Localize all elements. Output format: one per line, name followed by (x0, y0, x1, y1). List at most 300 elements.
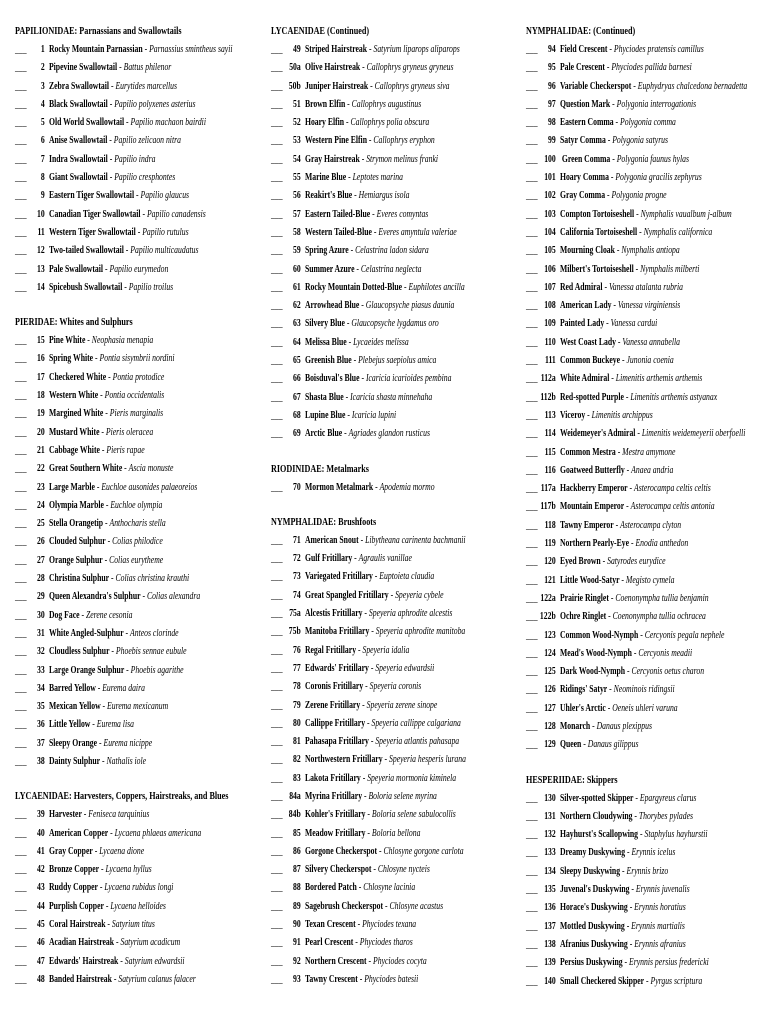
species-number: 27 (37, 553, 45, 566)
check-blank: ___ (15, 700, 27, 713)
species-entry (526, 388, 718, 406)
check-blank: ___ (526, 646, 538, 659)
name-separator: - (624, 463, 632, 476)
scientific-name: Anaea andria (631, 463, 674, 476)
name-separator: - (370, 207, 377, 220)
scientific-name: Papilio multicaudatus (130, 244, 199, 257)
scientific-name: Nymphalis californica (643, 225, 713, 238)
scientific-name: Boloria selene myrina (368, 789, 437, 802)
family-section (526, 771, 766, 990)
species-entry (526, 314, 694, 332)
check-blank: ___ (15, 535, 27, 548)
check-blank: ___ (271, 808, 283, 821)
species-number: 132 (544, 828, 556, 841)
name-separator: - (602, 280, 609, 293)
name-separator: - (585, 408, 592, 421)
species-number: 82 (293, 753, 301, 766)
check-blank: ___ (526, 244, 538, 257)
common-name: Zebra Swallowtail (48, 79, 110, 92)
scientific-name: Speyeria edwardsii (375, 661, 435, 674)
scientific-name: Anthocharis stella (109, 517, 166, 530)
common-name: Tawny Crescent (304, 972, 358, 985)
section-header: RIODINIDAE: Metalmarks (271, 462, 369, 475)
common-name: American Snout (304, 533, 359, 546)
check-blank: ___ (15, 152, 27, 165)
scientific-name: Asterocampa celtis celtis (634, 482, 711, 495)
species-number: 122b (539, 610, 556, 623)
species-number: 69 (293, 427, 301, 440)
species-entry (271, 915, 445, 933)
species-number: 17 (37, 370, 45, 383)
species-entry (271, 131, 445, 149)
species-entry (271, 604, 453, 622)
common-name: California Tortoiseshell (559, 225, 638, 238)
species-number: 15 (37, 334, 45, 347)
name-separator: - (605, 134, 613, 147)
common-name: Marine Blue (304, 171, 347, 184)
check-blank: ___ (526, 299, 538, 312)
name-separator: - (368, 79, 375, 92)
species-entry (271, 424, 445, 442)
common-name: Brown Elfin (304, 97, 346, 110)
check-blank: ___ (15, 389, 27, 402)
name-separator: - (360, 698, 367, 711)
scientific-name: Pontia protodice (112, 370, 165, 383)
species-number: 50a (289, 61, 301, 74)
check-blank: ___ (526, 317, 538, 330)
species-number: 30 (37, 608, 45, 621)
species-entry (526, 644, 694, 662)
scientific-name: Nymphalis milberti (640, 262, 700, 275)
species-entry (526, 95, 697, 113)
name-separator: - (622, 956, 630, 969)
species-number: 127 (544, 701, 556, 714)
check-blank: ___ (15, 681, 27, 694)
common-name: Variable Checkerspot (559, 79, 632, 92)
species-entry (271, 824, 445, 842)
species-number: 116 (544, 463, 556, 476)
check-blank: ___ (271, 625, 283, 638)
check-blank: ___ (15, 116, 27, 129)
species-entry (526, 807, 694, 825)
common-name: Gulf Fritillary (304, 552, 353, 565)
name-separator: - (590, 719, 597, 732)
check-blank: ___ (526, 61, 538, 74)
check-blank: ___ (526, 97, 538, 110)
common-name: Stella Orangetip (48, 517, 104, 530)
species-entry (271, 241, 445, 259)
scientific-name: Erynnis afranius (634, 937, 686, 950)
species-entry (15, 606, 189, 624)
scientific-name: Callophrys gryneus siva (374, 79, 450, 92)
species-entry (271, 369, 452, 387)
species-entry (15, 278, 189, 296)
check-blank: ___ (271, 716, 283, 729)
common-name: Hayhurst's Scallopwing (559, 828, 639, 841)
species-entry (526, 589, 709, 607)
name-separator: - (609, 372, 616, 385)
check-blank: ___ (271, 244, 283, 257)
common-name: Acadian Hairstreak (48, 936, 115, 949)
scientific-name: Pieris marginalis (109, 407, 164, 420)
species-number: 134 (544, 864, 556, 877)
species-number: 84b (288, 808, 301, 821)
species-entry (271, 842, 464, 860)
check-blank: ___ (15, 517, 27, 530)
name-separator: - (631, 646, 639, 659)
species-entry (15, 933, 189, 951)
common-name: Clouded Sulphur (48, 535, 106, 548)
common-name: Olympia Marble (48, 498, 104, 511)
species-entry (271, 860, 445, 878)
name-separator: - (369, 625, 376, 638)
name-separator: - (111, 972, 119, 985)
name-separator: - (581, 738, 588, 751)
name-separator: - (624, 500, 631, 513)
species-entry (15, 679, 189, 697)
check-blank: ___ (15, 553, 27, 566)
name-separator: - (107, 97, 115, 110)
common-name: Cabbage White (48, 443, 100, 456)
scientific-name: Asterocampa clyton (620, 518, 682, 531)
species-number: 33 (37, 663, 45, 676)
check-blank: ___ (15, 936, 27, 949)
common-name: Red-spotted Purple (559, 390, 624, 403)
name-separator: - (607, 43, 614, 55)
scientific-name: Papilio glaucus (140, 189, 190, 202)
check-blank: ___ (526, 262, 538, 275)
species-number: 124 (544, 646, 556, 659)
species-entry (526, 168, 702, 186)
name-separator: - (634, 207, 641, 220)
scientific-name: Anteos clorinde (130, 626, 179, 639)
common-name: Question Mark (559, 97, 611, 110)
name-separator: - (627, 901, 635, 914)
check-blank: ___ (271, 680, 283, 693)
scientific-name: Nathalis iole (106, 754, 147, 767)
species-entry (271, 150, 445, 168)
common-name: Black Swallowtail (48, 97, 108, 110)
common-name: Ridings' Satyr (559, 683, 608, 696)
name-separator: - (103, 517, 110, 530)
species-number: 93 (293, 972, 301, 985)
section-header: NYMPHALIDAE: Brushfoots (271, 515, 377, 528)
species-number: 48 (37, 972, 45, 985)
check-blank: ___ (15, 863, 27, 876)
scientific-name: Libytheana carinenta bachmanii (365, 533, 466, 546)
species-number: 61 (293, 280, 301, 293)
name-separator: - (620, 864, 627, 877)
scientific-name: Coenonympha tullia ochracea (612, 610, 706, 623)
species-number: 70 (293, 480, 301, 493)
species-entry (271, 77, 450, 95)
check-blank: ___ (271, 844, 283, 857)
check-blank: ___ (15, 918, 27, 931)
check-blank: ___ (526, 555, 538, 568)
species-number: 136 (544, 901, 556, 914)
name-separator: - (81, 808, 89, 821)
check-blank: ___ (526, 701, 538, 714)
check-blank: ___ (15, 171, 27, 184)
name-separator: - (613, 116, 621, 129)
name-separator: - (619, 573, 626, 586)
common-name: Canadian Tiger Swallowtail (48, 207, 141, 220)
check-blank: ___ (526, 79, 538, 92)
name-separator: - (93, 352, 100, 365)
name-separator: - (344, 116, 351, 129)
scientific-name: Phoebis agarithe (130, 663, 184, 676)
name-separator: - (357, 972, 365, 985)
species-number: 76 (293, 643, 301, 656)
check-blank: ___ (15, 954, 27, 967)
species-entry (526, 571, 694, 589)
species-number: 43 (37, 881, 45, 894)
check-blank: ___ (526, 427, 538, 440)
species-entry (15, 569, 189, 587)
check-blank: ___ (271, 207, 283, 220)
species-entry (526, 662, 705, 680)
common-name: Melissa Blue (304, 335, 347, 348)
species-entry (526, 607, 706, 625)
species-entry (15, 241, 199, 259)
species-entry (526, 735, 694, 753)
name-separator: - (372, 570, 380, 583)
scientific-name: Agraulis vanillae (358, 552, 412, 565)
common-name: Eastern Tiger Swallowtail (48, 189, 135, 202)
name-separator: - (356, 881, 364, 894)
name-separator: - (351, 354, 359, 367)
common-name: Coral Hairstreak (48, 918, 106, 931)
species-entry (15, 386, 189, 404)
common-name: Edwards' Hairstreak (48, 954, 119, 967)
check-blank: ___ (15, 718, 27, 731)
species-entry (15, 897, 189, 915)
species-entry (15, 423, 189, 441)
scientific-name: Pieris rapae (106, 443, 145, 456)
name-separator: - (388, 588, 396, 601)
scientific-name: Papilio rutulus (142, 225, 189, 238)
scientific-name: Euchloe ausonides palaeoreios (101, 480, 198, 493)
name-separator: - (359, 372, 366, 385)
check-blank: ___ (15, 407, 27, 420)
check-blank: ___ (271, 570, 283, 583)
species-entry (271, 659, 445, 677)
common-name: Large Marble (48, 480, 95, 493)
name-separator: - (122, 280, 129, 293)
name-separator: - (105, 918, 112, 931)
species-number: 125 (544, 665, 556, 678)
species-number: 88 (293, 881, 301, 894)
common-name: Horace's Duskywing (559, 901, 628, 914)
species-entry (15, 77, 189, 95)
species-entry (526, 789, 697, 807)
scientific-name: Celastrina ladon sidara (355, 244, 429, 257)
common-name: Mexican Yellow (48, 700, 101, 713)
check-blank: ___ (15, 663, 27, 676)
common-name: Pale Crescent (559, 61, 605, 74)
species-entry (271, 406, 445, 424)
check-blank: ___ (526, 225, 538, 238)
species-entry (15, 915, 189, 933)
species-number: 1 (40, 43, 45, 55)
species-number: 133 (544, 846, 556, 859)
species-number: 2 (40, 61, 45, 74)
name-separator: - (605, 701, 613, 714)
name-separator: - (95, 681, 103, 694)
species-number: 31 (37, 626, 45, 639)
common-name: Green Comma (559, 152, 611, 165)
species-number: 102 (544, 189, 556, 202)
species-number: 28 (37, 572, 45, 585)
species-entry (526, 880, 694, 898)
check-blank: ___ (526, 445, 538, 458)
check-blank: ___ (271, 280, 283, 293)
scientific-name: Polygonia gracilis zephyrus (615, 171, 702, 184)
common-name: Satyr Comma (559, 134, 606, 147)
species-number: 111 (545, 354, 556, 367)
species-number: 25 (37, 517, 45, 530)
name-separator: - (359, 299, 366, 312)
species-number: 58 (293, 225, 301, 238)
check-blank: ___ (15, 462, 27, 475)
species-entry (526, 461, 694, 479)
species-number: 42 (37, 863, 45, 876)
common-name: Arctic Blue (304, 427, 343, 440)
species-number: 26 (37, 535, 45, 548)
species-number: 123 (544, 628, 556, 641)
species-entry (271, 897, 445, 915)
common-name: Large Orange Sulphur (48, 663, 125, 676)
common-name: Giant Swallowtail (48, 171, 108, 184)
check-blank: ___ (526, 809, 538, 822)
check-blank: ___ (526, 719, 538, 732)
species-number: 139 (544, 956, 556, 969)
name-separator: - (627, 937, 635, 950)
name-separator: - (365, 826, 372, 839)
species-number: 138 (544, 937, 556, 950)
name-separator: - (362, 789, 369, 802)
check-blank: ___ (526, 408, 538, 421)
common-name: Pearl Crescent (304, 936, 354, 949)
common-name: Milbert's Tortoiseshell (559, 262, 634, 275)
scientific-name: Chlosyne nycteis (377, 863, 430, 876)
name-separator: - (600, 555, 608, 568)
check-blank: ___ (526, 500, 538, 513)
check-blank: ___ (526, 482, 538, 495)
check-blank: ___ (526, 518, 538, 531)
name-separator: - (359, 152, 367, 165)
species-entry (271, 677, 445, 695)
name-separator: - (346, 335, 354, 348)
scientific-name: Papilio indra (114, 152, 156, 165)
check-blank: ___ (526, 372, 538, 385)
common-name: Uhler's Arctic (559, 701, 606, 714)
species-number: 91 (293, 936, 301, 949)
species-number: 75a (289, 607, 301, 620)
species-entry (526, 935, 694, 953)
species-entry (526, 898, 694, 916)
name-separator: - (382, 753, 389, 766)
scientific-name: Battus philenor (123, 61, 172, 74)
scientific-name: Speyeria aphrodite manitoba (375, 625, 466, 638)
species-entry (15, 260, 189, 278)
species-number: 59 (293, 244, 301, 257)
species-number: 45 (37, 918, 45, 931)
species-entry (526, 953, 709, 971)
check-blank: ___ (15, 736, 27, 749)
common-name: Queen Alexandra's Sulphur (48, 590, 141, 603)
species-entry (15, 952, 189, 970)
species-number: 3 (40, 79, 45, 92)
common-name: Harvester (48, 808, 82, 821)
check-blank: ___ (271, 753, 283, 766)
name-separator: - (629, 883, 636, 896)
scientific-name: Leptotes marina (352, 171, 403, 184)
common-name: Christina Sulphur (48, 572, 110, 585)
name-separator: - (644, 974, 651, 987)
scientific-name: Polygonia satyrus (612, 134, 669, 147)
species-number: 114 (544, 427, 556, 440)
name-separator: - (123, 626, 131, 639)
common-name: American Lady (559, 299, 612, 312)
species-number: 81 (293, 735, 301, 748)
name-separator: - (365, 716, 372, 729)
species-entry (526, 296, 694, 314)
scientific-name: Junonia coenia (626, 354, 674, 367)
common-name: Spring Azure (304, 244, 349, 257)
species-entry (526, 516, 694, 534)
check-blank: ___ (15, 207, 27, 220)
check-blank: ___ (15, 280, 27, 293)
species-number: 87 (293, 863, 301, 876)
species-entry (15, 95, 196, 113)
species-entry (271, 549, 445, 567)
check-blank: ___ (15, 498, 27, 511)
species-entry (526, 552, 694, 570)
section-header: NYMPHALIDAE: (Continued) (526, 25, 636, 37)
check-blank: ___ (271, 789, 283, 802)
common-name: Dainty Sulphur (48, 754, 101, 767)
scientific-name: Phoebis sennae eubule (115, 645, 187, 658)
name-separator: - (103, 262, 110, 275)
species-number: 75b (288, 625, 301, 638)
check-blank: ___ (271, 171, 283, 184)
family-section (271, 22, 519, 443)
name-separator: - (371, 863, 378, 876)
common-name: Dark Wood-Nymph (559, 665, 626, 678)
species-entry (15, 368, 189, 386)
scientific-name: Vanessa annabella (622, 335, 680, 348)
common-name: Variegated Fritillary (304, 570, 373, 583)
name-separator: - (140, 207, 147, 220)
common-name: Silver-spotted Skipper (559, 791, 634, 804)
species-entry (526, 680, 694, 698)
species-number: 92 (293, 954, 301, 967)
scientific-name: Feniseca tarquinius (88, 808, 150, 821)
scientific-name: Nymphalis vaualbum j-album (640, 207, 732, 220)
species-number: 120 (544, 555, 556, 568)
species-entry (15, 223, 189, 241)
scientific-name: Satyrium edwardsii (124, 954, 185, 967)
species-entry (526, 406, 694, 424)
common-name: Mountain Emperor (559, 500, 625, 513)
species-number: 65 (293, 354, 301, 367)
check-blank: ___ (526, 207, 538, 220)
species-entry (271, 714, 461, 732)
species-entry (15, 331, 189, 349)
scientific-name: Euphilotes ancilla (408, 280, 465, 293)
name-separator: - (122, 462, 129, 475)
